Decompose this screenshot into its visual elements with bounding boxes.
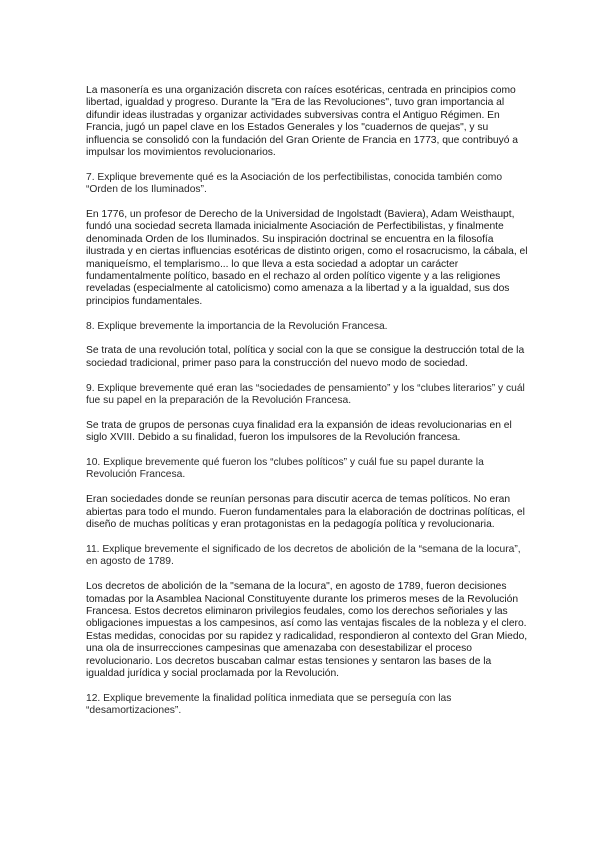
answer-7: En 1776, un profesor de Derecho de la Universidad de Ingolstadt (Baviera), Adam Weisthaupt, fundó una sociedad secreta llamada inicialmente Asociación de Perfectibilistas, y finalmente denominada Orden de los Iluminados. Su inspiración doctrinal se encuentra en la filosofía ilustrada y en ciertas influencias esotéricas de distinto origen, como el rosacrucismo, la cábala, el maniqueísmo, el templarismo... lo que lleva a esta sociedad a adoptar un carácter fundamentalmente político, basado en el rechazo al orden político vigente y a las religiones reveladas (especialmente al catolicismo) como amenaza a la libertad y a la igualdad, sus dos principios fundamentales. [86, 209, 528, 307]
question-7: 7. Explique brevemente qué es la Asociación de los perfectibilistas, conocida también como “Orden de los Iluminados”. [86, 171, 503, 196]
question-11: 11. Explique brevemente el significado de los decretos de abolición de la “semana de la locura”, en agosto de 1789. [86, 543, 521, 568]
question-8: 8. Explique brevemente la importancia de la Revolución Francesa. [86, 320, 388, 332]
question-12: 12. Explique brevemente la finalidad política inmediata que se perseguía con las “desamortizaciones”. [86, 692, 452, 717]
document-page [86, 85, 532, 730]
answer-masoneria: La masonería es una organización discreta con raíces esotéricas, centrada en principios como libertad, igualdad y progreso. Durante la "Era de las Revoluciones", tuvo gran importancia al difundir ideas ilustradas y organizar actividades subversivas contra el Antiguo Régimen. En Francia, jugó un papel clave en los Estados Generales y los "cuadernos de quejas", y su influencia se consolidó con la fundación del Gran Oriente de Francia en 1773, que contribuyó a impulsar los movimientos revolucionarios. [86, 85, 519, 159]
answer-11: Los decretos de abolición de la "semana de la locura", en agosto de 1789, fueron decisiones tomadas por la Asamblea Nacional Constituyente durante los primeros meses de la Revolución Francesa. Estos decretos eliminaron privilegios feudales, como los derechos señoriales y las obligaciones impuestas a los campesinos, así como las ventajas fiscales de la nobleza y el clero. Estas medidas, conocidas por su rapidez y radicalidad, respondieron al contexto del Gran Miedo, una ola de insurrecciones campesinas que amenazaba con desestabilizar el proceso revolucionario. Los decretos buscaban calmar estas tensiones y sentaron las bases de la igualdad jurídica y social proclamada por la Revolución. [86, 581, 528, 679]
answer-8: Se trata de una revolución total, política y social con la que se consigue la destrucción total de la sociedad tradicional, primer paso para la construcción del nuevo modo de sociedad. [86, 345, 525, 369]
question-9: 9. Explique brevemente qué eran las “sociedades de pensamiento” y los “clubes literarios” y cuál fue su papel en la preparación de la Revolución Francesa. [86, 382, 525, 407]
answer-10: Eran sociedades donde se reunían personas para discutir acerca de temas políticos. No eran abiertas para todo el mundo. Fueron fundamentales para la elaboración de doctrinas políticas, el diseño de muchas políticas y eran protagonistas en la pedagogía política y revolucionaria. [86, 494, 525, 531]
question-10: 10. Explique brevemente qué fueron los “clubes políticos” y cuál fue su papel durante la Revolución Francesa. [86, 457, 484, 481]
answer-9: Se trata de grupos de personas cuya finalidad era la expansión de ideas revolucionarias en el siglo XVIII. Debido a su finalidad, fueron los impulsores de la Revolución francesa. [86, 419, 512, 444]
